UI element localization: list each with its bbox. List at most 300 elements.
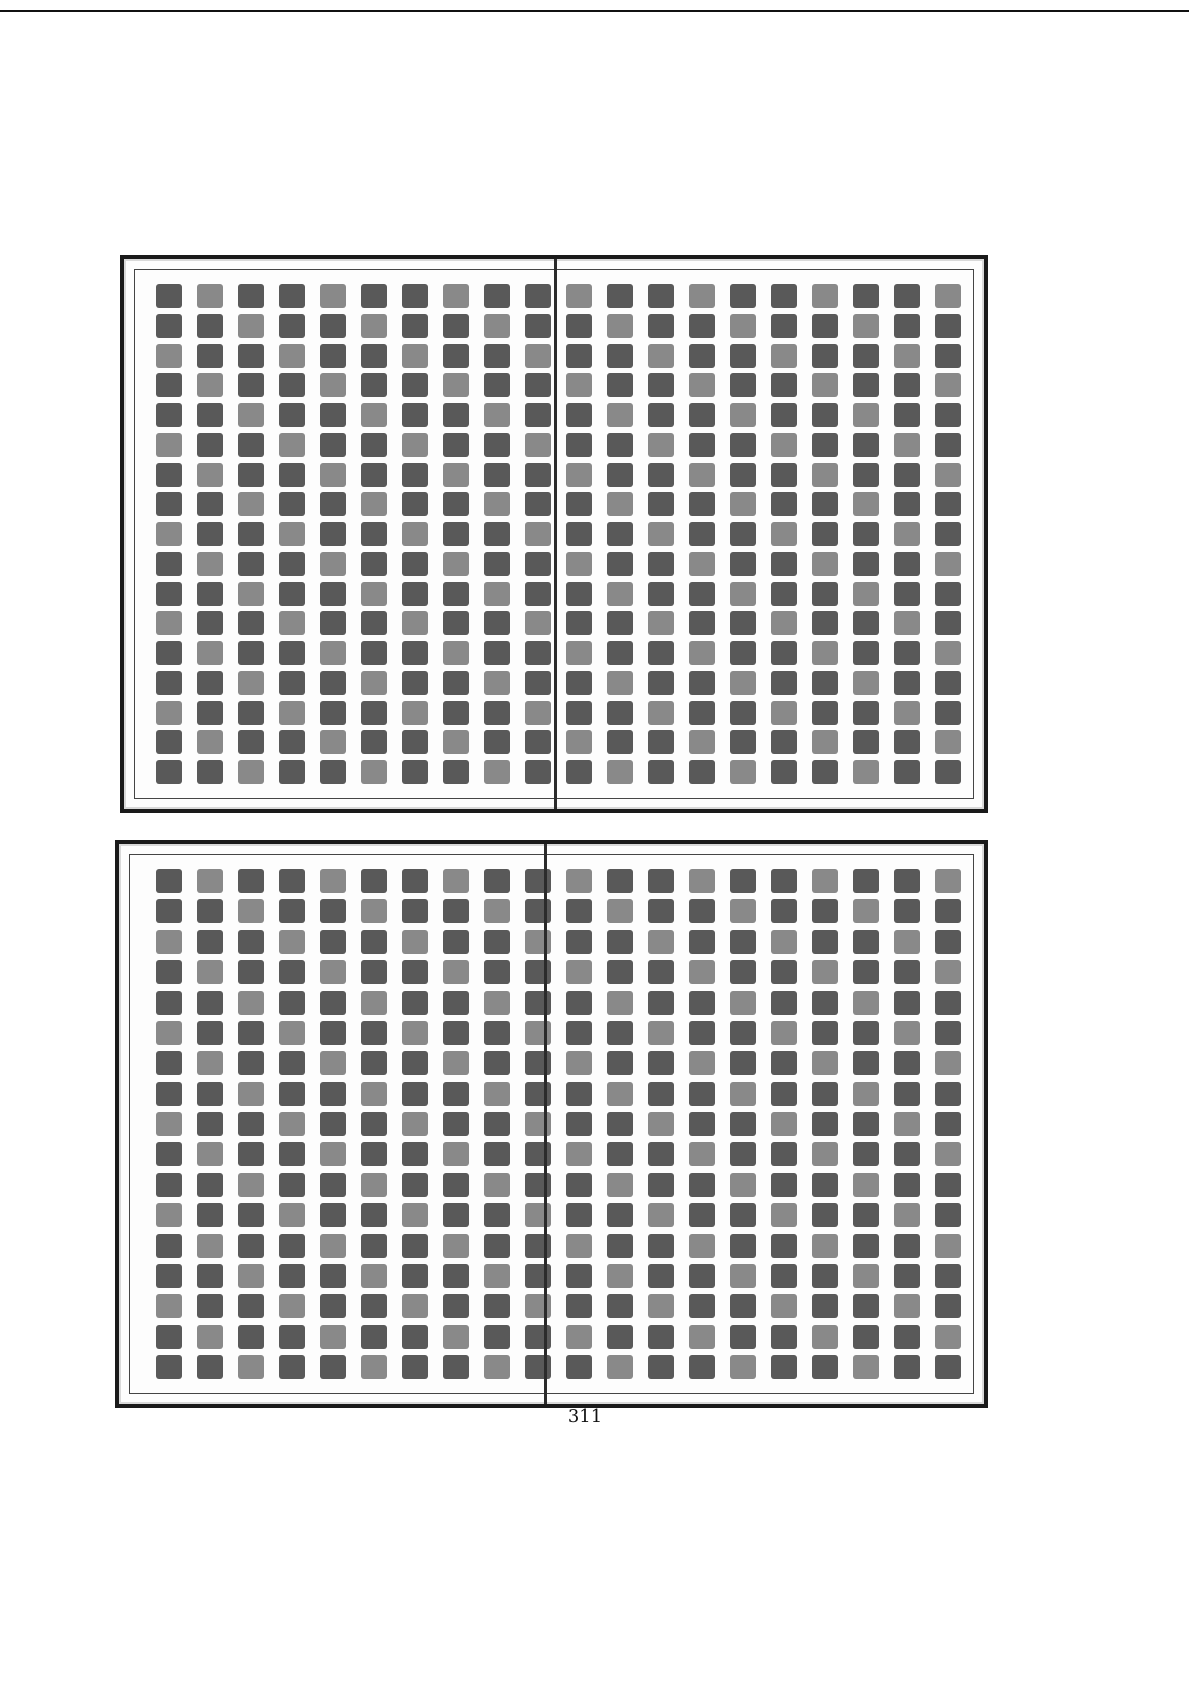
illegible-glyph	[894, 582, 920, 606]
illegible-glyph	[771, 960, 797, 984]
illegible-glyph	[238, 1355, 264, 1379]
illegible-glyph	[730, 899, 756, 923]
illegible-glyph	[730, 760, 756, 784]
illegible-glyph	[402, 373, 428, 397]
illegible-glyph	[238, 869, 264, 893]
upper-text-column	[601, 270, 639, 798]
illegible-glyph	[484, 611, 510, 635]
illegible-glyph	[730, 1021, 756, 1045]
illegible-glyph	[402, 1051, 428, 1075]
upper-text-column	[273, 270, 311, 798]
illegible-glyph	[484, 1051, 510, 1075]
illegible-glyph	[279, 960, 305, 984]
illegible-glyph	[279, 641, 305, 665]
illegible-glyph	[648, 1082, 674, 1106]
illegible-glyph	[607, 582, 633, 606]
illegible-glyph	[156, 869, 182, 893]
illegible-glyph	[566, 463, 592, 487]
illegible-glyph	[279, 1021, 305, 1045]
illegible-glyph	[566, 611, 592, 635]
illegible-glyph	[812, 582, 838, 606]
illegible-glyph	[443, 463, 469, 487]
illegible-glyph	[484, 899, 510, 923]
illegible-glyph	[730, 522, 756, 546]
illegible-glyph	[443, 730, 469, 754]
illegible-glyph	[689, 1234, 715, 1258]
illegible-glyph	[812, 284, 838, 308]
illegible-glyph	[402, 1264, 428, 1288]
illegible-glyph	[320, 1051, 346, 1075]
illegible-glyph	[894, 1173, 920, 1197]
illegible-glyph	[156, 760, 182, 784]
illegible-glyph	[771, 1355, 797, 1379]
illegible-glyph	[771, 730, 797, 754]
illegible-glyph	[443, 760, 469, 784]
illegible-glyph	[607, 433, 633, 457]
illegible-glyph	[197, 373, 223, 397]
illegible-glyph	[935, 899, 961, 923]
illegible-glyph	[771, 1173, 797, 1197]
illegible-glyph	[607, 403, 633, 427]
illegible-glyph	[238, 1325, 264, 1349]
illegible-glyph	[197, 611, 223, 635]
illegible-glyph	[566, 492, 592, 516]
illegible-glyph	[853, 582, 879, 606]
illegible-glyph	[361, 1234, 387, 1258]
illegible-glyph	[935, 582, 961, 606]
illegible-glyph	[525, 869, 551, 893]
illegible-glyph	[525, 1051, 551, 1075]
lower-text-column	[724, 855, 762, 1393]
illegible-glyph	[238, 284, 264, 308]
illegible-glyph	[730, 611, 756, 635]
illegible-glyph	[279, 314, 305, 338]
illegible-glyph	[197, 1051, 223, 1075]
lower-text-column	[683, 855, 721, 1393]
illegible-glyph	[648, 522, 674, 546]
illegible-glyph	[812, 1355, 838, 1379]
illegible-glyph	[771, 1082, 797, 1106]
illegible-glyph	[279, 869, 305, 893]
illegible-glyph	[525, 1173, 551, 1197]
lower-text-column	[806, 855, 844, 1393]
illegible-glyph	[771, 522, 797, 546]
illegible-glyph	[566, 1355, 592, 1379]
illegible-glyph	[566, 403, 592, 427]
illegible-glyph	[566, 930, 592, 954]
illegible-glyph	[566, 1051, 592, 1075]
illegible-glyph	[443, 1355, 469, 1379]
illegible-glyph	[402, 1021, 428, 1045]
illegible-glyph	[771, 284, 797, 308]
illegible-glyph	[812, 522, 838, 546]
illegible-glyph	[238, 760, 264, 784]
illegible-glyph	[771, 869, 797, 893]
illegible-glyph	[238, 611, 264, 635]
illegible-glyph	[771, 344, 797, 368]
illegible-glyph	[730, 730, 756, 754]
illegible-glyph	[443, 671, 469, 695]
illegible-glyph	[320, 1325, 346, 1349]
illegible-glyph	[484, 641, 510, 665]
illegible-glyph	[935, 522, 961, 546]
illegible-glyph	[238, 701, 264, 725]
upper-text-column	[191, 270, 229, 798]
illegible-glyph	[894, 492, 920, 516]
illegible-glyph	[525, 344, 551, 368]
illegible-glyph	[730, 403, 756, 427]
illegible-glyph	[689, 1142, 715, 1166]
illegible-glyph	[361, 492, 387, 516]
illegible-glyph	[607, 701, 633, 725]
illegible-glyph	[771, 641, 797, 665]
illegible-glyph	[156, 1355, 182, 1379]
illegible-glyph	[607, 284, 633, 308]
illegible-glyph	[730, 1082, 756, 1106]
illegible-glyph	[730, 463, 756, 487]
illegible-glyph	[894, 641, 920, 665]
lower-text-column	[273, 855, 311, 1393]
illegible-glyph	[689, 991, 715, 1015]
illegible-glyph	[566, 671, 592, 695]
illegible-glyph	[648, 641, 674, 665]
illegible-glyph	[648, 344, 674, 368]
illegible-glyph	[525, 611, 551, 635]
illegible-glyph	[648, 1021, 674, 1045]
illegible-glyph	[689, 869, 715, 893]
illegible-glyph	[812, 314, 838, 338]
illegible-glyph	[320, 760, 346, 784]
illegible-glyph	[156, 492, 182, 516]
illegible-glyph	[566, 1234, 592, 1258]
illegible-glyph	[361, 1173, 387, 1197]
illegible-glyph	[484, 701, 510, 725]
illegible-glyph	[484, 1355, 510, 1379]
illegible-glyph	[156, 582, 182, 606]
illegible-glyph	[525, 433, 551, 457]
illegible-glyph	[525, 463, 551, 487]
illegible-glyph	[771, 433, 797, 457]
illegible-glyph	[238, 960, 264, 984]
illegible-glyph	[812, 1234, 838, 1258]
illegible-glyph	[320, 314, 346, 338]
illegible-glyph	[361, 1142, 387, 1166]
illegible-glyph	[853, 1051, 879, 1075]
upper-fold-line	[554, 259, 557, 809]
illegible-glyph	[812, 344, 838, 368]
illegible-glyph	[443, 373, 469, 397]
illegible-glyph	[525, 1234, 551, 1258]
illegible-glyph	[156, 730, 182, 754]
illegible-glyph	[402, 463, 428, 487]
illegible-glyph	[443, 960, 469, 984]
illegible-glyph	[238, 1234, 264, 1258]
illegible-glyph	[853, 1112, 879, 1136]
illegible-glyph	[853, 869, 879, 893]
illegible-glyph	[525, 1112, 551, 1136]
illegible-glyph	[525, 1142, 551, 1166]
illegible-glyph	[771, 1203, 797, 1227]
illegible-glyph	[648, 1173, 674, 1197]
illegible-glyph	[607, 1234, 633, 1258]
illegible-glyph	[607, 1051, 633, 1075]
illegible-glyph	[894, 930, 920, 954]
illegible-glyph	[730, 671, 756, 695]
illegible-glyph	[279, 403, 305, 427]
upper-text-column	[150, 270, 188, 798]
illegible-glyph	[279, 582, 305, 606]
illegible-glyph	[443, 1264, 469, 1288]
illegible-glyph	[566, 869, 592, 893]
illegible-glyph	[484, 433, 510, 457]
illegible-glyph	[648, 403, 674, 427]
illegible-glyph	[812, 1142, 838, 1166]
illegible-glyph	[648, 373, 674, 397]
illegible-glyph	[197, 671, 223, 695]
illegible-glyph	[935, 930, 961, 954]
illegible-glyph	[689, 582, 715, 606]
illegible-glyph	[238, 433, 264, 457]
illegible-glyph	[648, 582, 674, 606]
illegible-glyph	[894, 552, 920, 576]
illegible-glyph	[279, 1173, 305, 1197]
upper-text-column	[683, 270, 721, 798]
illegible-glyph	[935, 1203, 961, 1227]
illegible-glyph	[525, 991, 551, 1015]
illegible-glyph	[812, 463, 838, 487]
illegible-glyph	[484, 930, 510, 954]
illegible-glyph	[853, 373, 879, 397]
illegible-glyph	[156, 1021, 182, 1045]
upper-text-column	[437, 270, 475, 798]
illegible-glyph	[648, 284, 674, 308]
illegible-glyph	[689, 730, 715, 754]
illegible-glyph	[484, 671, 510, 695]
illegible-glyph	[443, 1112, 469, 1136]
illegible-glyph	[156, 1234, 182, 1258]
upper-scan-block	[120, 255, 988, 813]
lower-text-column	[355, 855, 393, 1393]
illegible-glyph	[689, 611, 715, 635]
illegible-glyph	[812, 730, 838, 754]
illegible-glyph	[853, 1021, 879, 1045]
illegible-glyph	[771, 1051, 797, 1075]
illegible-glyph	[484, 552, 510, 576]
illegible-glyph	[402, 1203, 428, 1227]
illegible-glyph	[279, 433, 305, 457]
illegible-glyph	[771, 701, 797, 725]
illegible-glyph	[771, 899, 797, 923]
illegible-glyph	[156, 1173, 182, 1197]
illegible-glyph	[402, 899, 428, 923]
illegible-glyph	[730, 373, 756, 397]
illegible-glyph	[566, 373, 592, 397]
lower-text-column	[437, 855, 475, 1393]
illegible-glyph	[812, 611, 838, 635]
illegible-glyph	[566, 314, 592, 338]
illegible-glyph	[812, 373, 838, 397]
illegible-glyph	[361, 611, 387, 635]
illegible-glyph	[853, 1325, 879, 1349]
illegible-glyph	[812, 1325, 838, 1349]
illegible-glyph	[935, 960, 961, 984]
illegible-glyph	[361, 1294, 387, 1318]
illegible-glyph	[566, 284, 592, 308]
illegible-glyph	[771, 930, 797, 954]
illegible-glyph	[320, 522, 346, 546]
illegible-glyph	[361, 641, 387, 665]
illegible-glyph	[320, 671, 346, 695]
illegible-glyph	[730, 1325, 756, 1349]
illegible-glyph	[853, 492, 879, 516]
illegible-glyph	[443, 582, 469, 606]
illegible-glyph	[361, 1021, 387, 1045]
illegible-glyph	[566, 991, 592, 1015]
illegible-glyph	[525, 492, 551, 516]
illegible-glyph	[935, 1112, 961, 1136]
lower-text-column	[929, 855, 967, 1393]
illegible-glyph	[197, 1082, 223, 1106]
illegible-glyph	[607, 991, 633, 1015]
illegible-glyph	[771, 1294, 797, 1318]
illegible-glyph	[238, 522, 264, 546]
illegible-glyph	[279, 611, 305, 635]
illegible-glyph	[771, 373, 797, 397]
illegible-glyph	[607, 611, 633, 635]
illegible-glyph	[689, 760, 715, 784]
illegible-glyph	[484, 1112, 510, 1136]
illegible-glyph	[648, 433, 674, 457]
illegible-glyph	[156, 1051, 182, 1075]
illegible-glyph	[525, 1294, 551, 1318]
illegible-glyph	[361, 671, 387, 695]
illegible-glyph	[853, 1234, 879, 1258]
illegible-glyph	[361, 991, 387, 1015]
illegible-glyph	[238, 930, 264, 954]
illegible-glyph	[361, 1082, 387, 1106]
illegible-glyph	[853, 1355, 879, 1379]
illegible-glyph	[894, 344, 920, 368]
illegible-glyph	[484, 760, 510, 784]
illegible-glyph	[525, 284, 551, 308]
illegible-glyph	[443, 1294, 469, 1318]
illegible-glyph	[156, 314, 182, 338]
illegible-glyph	[402, 611, 428, 635]
illegible-glyph	[607, 344, 633, 368]
lower-text-column	[601, 855, 639, 1393]
upper-text-column	[765, 270, 803, 798]
illegible-glyph	[156, 522, 182, 546]
illegible-glyph	[361, 760, 387, 784]
illegible-glyph	[894, 960, 920, 984]
illegible-glyph	[320, 373, 346, 397]
illegible-glyph	[607, 760, 633, 784]
illegible-glyph	[156, 1203, 182, 1227]
illegible-glyph	[279, 671, 305, 695]
illegible-glyph	[935, 1051, 961, 1075]
illegible-glyph	[730, 701, 756, 725]
illegible-glyph	[279, 284, 305, 308]
illegible-glyph	[607, 930, 633, 954]
illegible-glyph	[607, 1325, 633, 1349]
illegible-glyph	[566, 1021, 592, 1045]
illegible-glyph	[320, 1142, 346, 1166]
illegible-glyph	[484, 463, 510, 487]
illegible-glyph	[361, 1264, 387, 1288]
illegible-glyph	[894, 1142, 920, 1166]
illegible-glyph	[238, 730, 264, 754]
illegible-glyph	[197, 1142, 223, 1166]
illegible-glyph	[443, 1082, 469, 1106]
illegible-glyph	[648, 463, 674, 487]
illegible-glyph	[156, 552, 182, 576]
illegible-glyph	[607, 960, 633, 984]
illegible-glyph	[607, 1203, 633, 1227]
illegible-glyph	[812, 869, 838, 893]
illegible-glyph	[238, 1142, 264, 1166]
illegible-glyph	[279, 373, 305, 397]
illegible-glyph	[320, 1173, 346, 1197]
illegible-glyph	[197, 1325, 223, 1349]
illegible-glyph	[771, 760, 797, 784]
illegible-glyph	[607, 1082, 633, 1106]
lower-text-column	[519, 855, 557, 1393]
illegible-glyph	[894, 611, 920, 635]
illegible-glyph	[443, 1203, 469, 1227]
illegible-glyph	[320, 344, 346, 368]
illegible-glyph	[812, 671, 838, 695]
illegible-glyph	[771, 1264, 797, 1288]
illegible-glyph	[197, 1173, 223, 1197]
illegible-glyph	[156, 1325, 182, 1349]
illegible-glyph	[935, 730, 961, 754]
illegible-glyph	[443, 344, 469, 368]
illegible-glyph	[894, 1203, 920, 1227]
illegible-glyph	[402, 433, 428, 457]
illegible-glyph	[279, 730, 305, 754]
illegible-glyph	[566, 1325, 592, 1349]
lower-scan-block	[115, 840, 988, 1408]
illegible-glyph	[320, 433, 346, 457]
illegible-glyph	[443, 1051, 469, 1075]
illegible-glyph	[402, 1355, 428, 1379]
illegible-glyph	[361, 582, 387, 606]
illegible-glyph	[402, 522, 428, 546]
lower-text-column	[560, 855, 598, 1393]
illegible-glyph	[812, 760, 838, 784]
illegible-glyph	[320, 403, 346, 427]
illegible-glyph	[238, 463, 264, 487]
illegible-glyph	[853, 641, 879, 665]
illegible-glyph	[812, 1082, 838, 1106]
illegible-glyph	[730, 284, 756, 308]
illegible-glyph	[935, 1142, 961, 1166]
illegible-glyph	[648, 930, 674, 954]
illegible-glyph	[935, 701, 961, 725]
illegible-glyph	[197, 1203, 223, 1227]
illegible-glyph	[566, 1142, 592, 1166]
illegible-glyph	[402, 1325, 428, 1349]
illegible-glyph	[279, 899, 305, 923]
illegible-glyph	[402, 641, 428, 665]
page-number: 311	[567, 1406, 603, 1427]
illegible-glyph	[689, 1294, 715, 1318]
illegible-glyph	[935, 492, 961, 516]
illegible-glyph	[853, 1294, 879, 1318]
upper-text-column	[396, 270, 434, 798]
illegible-glyph	[443, 433, 469, 457]
upper-text-column	[888, 270, 926, 798]
